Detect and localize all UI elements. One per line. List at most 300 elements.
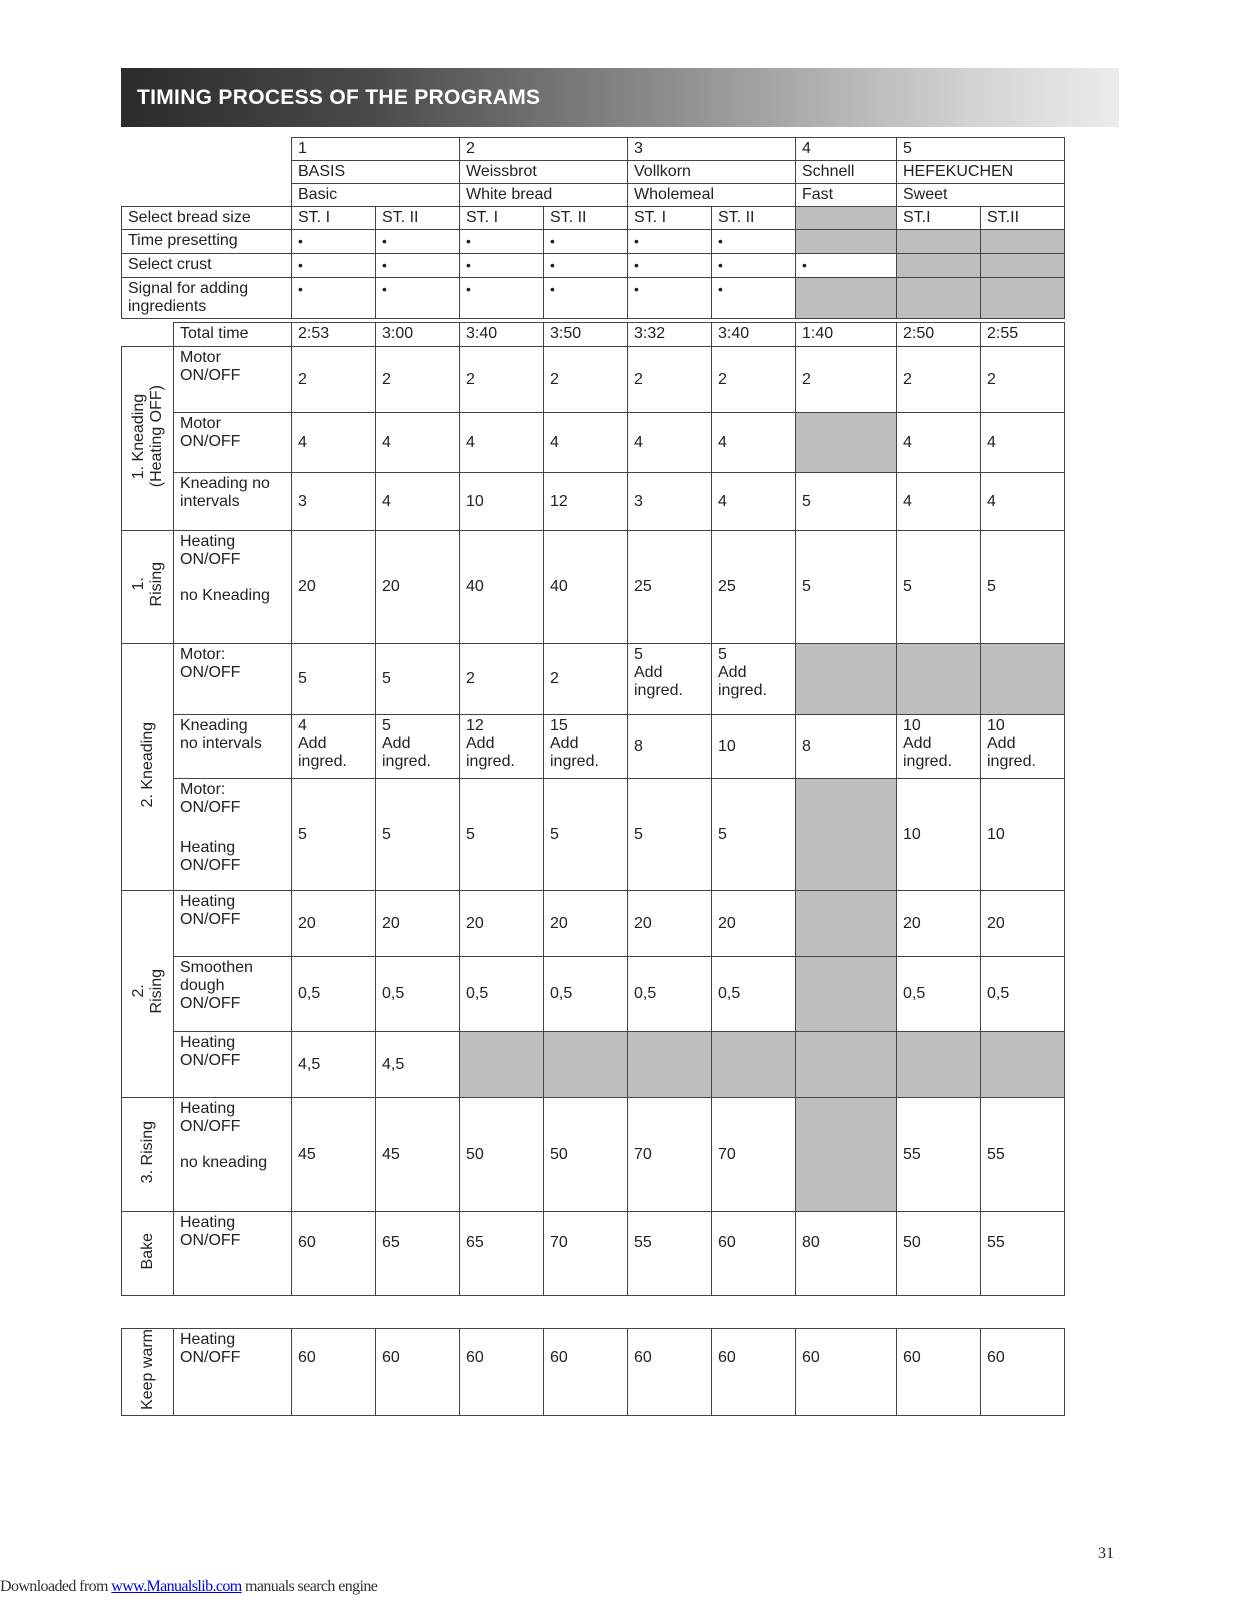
add-ingredient-note: Add [987,735,1016,752]
stage-rising-3 [122,1098,174,1212]
not-applicable-cell [897,230,981,254]
not-applicable-cell [712,1032,796,1098]
value-cell: 4 [897,413,981,473]
program-settings-table [121,137,1065,319]
blank-cell [122,161,292,184]
bullet-cell [376,230,460,254]
not-applicable-cell [897,1032,981,1098]
add-ingredient-note: ingred. [718,682,767,699]
bullet-icon: • [382,257,387,273]
stage-line2: (Heating OFF) [147,384,165,488]
not-applicable-cell [796,891,897,957]
value-cell: 4,5 [376,1032,460,1098]
not-applicable-cell [796,413,897,473]
value-cell: 2 [460,347,544,413]
bullet-cell [628,254,712,278]
label-line: Heating [180,1100,236,1117]
size-cell: ST. II [712,207,796,230]
value-cell: 20 [292,891,376,957]
bullet-icon: • [466,233,471,249]
row-label [174,473,292,531]
kneading1-motor-row-1 [122,347,1065,413]
value-cell: 4 [292,413,376,473]
value: 5 [718,646,727,663]
program-1-name: BASIS [292,161,460,184]
value-cell: 3:32 [628,323,712,347]
not-applicable-cell [628,1032,712,1098]
bullet-icon: • [718,257,723,273]
not-applicable-cell [981,644,1065,715]
value-cell: 60 [292,1212,376,1296]
not-applicable-cell [460,1032,544,1098]
add-ingredient-note: ingred. [382,753,431,770]
label-line: ON/OFF [180,995,241,1012]
label-line: ON/OFF [180,551,241,568]
blank-cell [122,184,292,207]
value-cell [712,644,796,715]
program-5-english: Sweet [897,184,1065,207]
page-number: 31 [1098,1545,1114,1562]
value-cell: 5 [292,779,376,891]
add-ingredient-note: ingred. [987,753,1036,770]
program-number-row [122,138,1065,161]
add-ingredient-note: ingred. [466,753,515,770]
stage-kneading-2 [122,644,174,891]
value-cell: 60 [712,1212,796,1296]
bullet-icon: • [550,281,555,297]
row-label [174,1212,292,1296]
add-ingredient-note: ingred. [298,753,347,770]
not-applicable-cell [981,1032,1065,1098]
bullet-cell [544,254,628,278]
label-line: Heating [180,893,236,910]
size-cell: ST. I [628,207,712,230]
label-line: ON/OFF [180,911,241,928]
value-cell: 60 [981,1329,1065,1416]
row-label: Total time [174,323,292,347]
add-ingredient-note: ingred. [903,753,952,770]
not-applicable-cell [981,230,1065,254]
value-cell: 55 [981,1098,1065,1212]
add-ingredient-note: Add [298,735,327,752]
manualslib-link[interactable]: www.Manualslib.com [111,1578,242,1595]
stage-label [130,562,166,606]
value-cell: 4 [460,413,544,473]
stage-line1: 2. [129,984,147,999]
value-cell: 2 [981,347,1065,413]
row-label [174,1329,292,1416]
bullet-cell [460,278,544,319]
value-cell: 4 [628,413,712,473]
bullet-cell [292,278,376,319]
label-line: ON/OFF [180,367,241,384]
value-cell: 4 [897,473,981,531]
value-cell: 60 [628,1329,712,1416]
process-timing-table [121,322,1065,1296]
value-cell: 50 [460,1098,544,1212]
program-3-english: Wholemeal [628,184,796,207]
program-2-english: White bread [460,184,628,207]
program-english-row [122,184,1065,207]
kneading1-no-intervals-row [122,473,1065,531]
value: 5 [634,646,643,663]
bullet-cell [460,254,544,278]
footer-prefix: Downloaded from [0,1578,112,1595]
bullet-icon: • [802,257,807,273]
value-cell: 20 [628,891,712,957]
label-line: no kneading [180,1154,268,1171]
value-cell: 20 [897,891,981,957]
section-banner [121,68,1119,127]
value-cell: 5 [981,531,1065,644]
value-cell: 4,5 [292,1032,376,1098]
stage-line2: Rising [147,562,165,607]
value-cell: 3:50 [544,323,628,347]
value-cell: 3:00 [376,323,460,347]
not-applicable-cell [796,1032,897,1098]
stage-line2: Rising [147,969,165,1014]
signal-label-line1: Signal for adding [128,280,249,297]
bullet-cell [628,230,712,254]
bullet-cell [292,254,376,278]
value-cell: 60 [712,1329,796,1416]
size-cell: ST. II [376,207,460,230]
label-line: no Kneading [180,587,270,604]
value-cell: 25 [628,531,712,644]
label-line: Motor: [180,781,226,798]
value: 5 [382,717,391,734]
row-label [174,957,292,1032]
not-applicable-cell [796,230,897,254]
keep-warm-table [121,1328,1065,1416]
value-cell: 4 [376,473,460,531]
value-cell: 70 [628,1098,712,1212]
value-cell: 2 [712,347,796,413]
value-cell: 20 [981,891,1065,957]
bullet-icon: • [718,281,723,297]
value-cell: 4 [544,413,628,473]
size-cell: ST.I [897,207,981,230]
value-cell [628,644,712,715]
add-ingredient-note: Add [382,735,411,752]
label-line: Kneading [180,717,248,734]
bullet-icon: • [634,281,639,297]
value-cell: 12 [544,473,628,531]
row-label [174,891,292,957]
blank-cell [122,138,292,161]
bullet-cell [376,278,460,319]
value-cell [897,715,981,779]
value-cell: 3 [292,473,376,531]
stage-rising-2 [122,891,174,1098]
value-cell [981,715,1065,779]
not-applicable-cell [981,254,1065,278]
value-cell: 0,5 [376,957,460,1032]
not-applicable-cell [544,1032,628,1098]
value-cell: 0,5 [712,957,796,1032]
value-cell: 8 [796,715,897,779]
program-4-name: Schnell [796,161,897,184]
program-4-number: 4 [796,138,897,161]
value-cell: 60 [796,1329,897,1416]
program-3-number: 3 [628,138,796,161]
label-line: ON/OFF [180,1232,241,1249]
row-label: Select crust [122,254,292,278]
kneading2-motor-row-1 [122,644,1065,715]
value-cell: 5 [796,473,897,531]
footer-suffix: manuals search engine [241,1578,378,1595]
bullet-icon: • [466,257,471,273]
kneading2-motor-heating-row [122,779,1065,891]
value-cell: 2 [460,644,544,715]
value-cell: 50 [544,1098,628,1212]
value-cell: 2 [897,347,981,413]
value-cell: 45 [376,1098,460,1212]
value-cell [376,715,460,779]
value-cell: 3:40 [712,323,796,347]
value-cell: 65 [460,1212,544,1296]
bullet-icon: • [550,257,555,273]
value-cell: 10 [981,779,1065,891]
value-cell: 1:40 [796,323,897,347]
bullet-icon: • [718,233,723,249]
bullet-icon: • [382,281,387,297]
stage-label: Keep warm [138,1329,156,1410]
rising1-heating-row [122,531,1065,644]
bullet-cell [460,230,544,254]
value-cell: 20 [376,531,460,644]
row-label: Time presetting [122,230,292,254]
value-cell: 0,5 [897,957,981,1032]
label-line: Heating [180,839,236,856]
label-line: intervals [180,493,240,510]
value-cell: 20 [292,531,376,644]
add-ingredient-note: Add [634,664,663,681]
size-cell: ST. I [292,207,376,230]
program-2-number: 2 [460,138,628,161]
value-cell: 25 [712,531,796,644]
value: 10 [903,717,921,734]
bullet-cell [292,230,376,254]
value-cell: 5 [897,531,981,644]
bullet-icon: • [298,257,303,273]
bullet-cell [712,230,796,254]
value-cell: 0,5 [544,957,628,1032]
not-applicable-cell [796,779,897,891]
label-line: ON/OFF [180,799,241,816]
not-applicable-cell [796,957,897,1032]
value-cell: 10 [897,779,981,891]
kneading2-no-intervals-row [122,715,1065,779]
not-applicable-cell [796,207,897,230]
value-cell: 40 [544,531,628,644]
value-cell: 4 [376,413,460,473]
value-cell: 70 [544,1212,628,1296]
stage-line1: 1. [129,577,147,592]
value-cell: 60 [292,1329,376,1416]
value-cell: 3 [628,473,712,531]
bullet-cell [712,254,796,278]
total-time-row [122,323,1065,347]
value-cell: 4 [712,473,796,531]
program-1-number: 1 [292,138,460,161]
bullet-icon: • [298,281,303,297]
program-3-name: Vollkorn [628,161,796,184]
bullet-cell [376,254,460,278]
page-title: TIMING PROCESS OF THE PROGRAMS [137,86,541,109]
label-line: ON/OFF [180,1052,241,1069]
label-line: Motor [180,349,221,366]
stage-label [130,969,166,1013]
value-cell: 5 [796,531,897,644]
size-cell: ST. I [460,207,544,230]
add-ingredient-note: Add [718,664,747,681]
value-cell: 0,5 [460,957,544,1032]
label-line: ON/OFF [180,664,241,681]
value-cell: 5 [712,779,796,891]
add-ingredient-note: Add [903,735,932,752]
row-label: Select bread size [122,207,292,230]
add-ingredient-note: ingred. [550,753,599,770]
stage-rising-1 [122,531,174,644]
value-cell: 2 [544,347,628,413]
label-line: ON/OFF [180,857,241,874]
value-cell [292,715,376,779]
size-cell: ST.II [981,207,1065,230]
bullet-icon: • [634,233,639,249]
label-line: no intervals [180,735,262,752]
bullet-cell [544,278,628,319]
row-label [174,413,292,473]
label-line: Motor [180,415,221,432]
not-applicable-cell [981,278,1065,319]
value-cell: 0,5 [628,957,712,1032]
stage-line1: 1. Kneading [129,393,147,479]
value-cell: 2 [544,644,628,715]
kneading1-motor-row-2 [122,413,1065,473]
add-ingredient-note: ingred. [634,682,683,699]
label-line: Heating [180,1034,236,1051]
not-applicable-cell [796,1098,897,1212]
value-cell: 2:55 [981,323,1065,347]
row-label [174,779,292,891]
row-label [174,1098,292,1212]
label-line: dough [180,977,225,994]
label-line: Heating [180,1214,236,1231]
value-cell: 20 [712,891,796,957]
bullet-icon: • [466,281,471,297]
bake-heating-row [122,1212,1065,1296]
label-line: Motor: [180,646,226,663]
add-ingredient-note: Add [466,735,495,752]
label-line: ON/OFF [180,1349,241,1366]
label-line: ON/OFF [180,1118,241,1135]
value-cell: 60 [460,1329,544,1416]
value-cell: 0,5 [981,957,1065,1032]
row-label [174,347,292,413]
row-label [122,278,292,319]
rising2-heating-row-2 [122,1032,1065,1098]
value-cell: 0,5 [292,957,376,1032]
value: 10 [987,717,1005,734]
value: 15 [550,717,568,734]
rising2-heating-row-1 [122,891,1065,957]
value-cell: 20 [544,891,628,957]
bullet-cell [712,278,796,319]
keep-warm-row [122,1329,1065,1416]
not-applicable-cell [897,254,981,278]
row-label [174,715,292,779]
value-cell: 2 [292,347,376,413]
value-cell: 4 [712,413,796,473]
row-label [174,1032,292,1098]
program-name-row [122,161,1065,184]
bullet-cell [628,278,712,319]
not-applicable-cell [796,644,897,715]
row-label [174,644,292,715]
label-line: Kneading no [180,475,270,492]
bullet-cell [544,230,628,254]
label-line: Heating [180,1331,236,1348]
value-cell: 5 [292,644,376,715]
value-cell: 70 [712,1098,796,1212]
add-ingredient-note: Add [550,735,579,752]
value-cell: 45 [292,1098,376,1212]
value-cell [460,715,544,779]
signal-row [122,278,1065,319]
bullet-icon: • [634,257,639,273]
row-label [174,531,292,644]
value-cell: 3:40 [460,323,544,347]
value-cell: 2 [376,347,460,413]
bullet-icon: • [382,233,387,249]
value-cell: 20 [460,891,544,957]
signal-label-line2: ingredients [128,298,207,315]
value-cell: 60 [897,1329,981,1416]
value-cell: 55 [897,1098,981,1212]
program-2-name: Weissbrot [460,161,628,184]
value-cell: 60 [544,1329,628,1416]
stage-label: Bake [138,1232,156,1270]
value-cell: 55 [981,1212,1065,1296]
stage-label: 2. Kneading [138,721,156,808]
value-cell: 80 [796,1212,897,1296]
value-cell: 10 [712,715,796,779]
not-applicable-cell [897,644,981,715]
download-footer [0,1578,377,1596]
rising3-heating-row [122,1098,1065,1212]
value-cell: 50 [897,1212,981,1296]
stage-label: 3. Rising [138,1120,156,1184]
value-cell: 40 [460,531,544,644]
stage-kneading-1 [122,347,174,531]
label-line: Smoothen [180,959,253,976]
value: 4 [298,717,307,734]
value-cell: 5 [376,779,460,891]
value-cell: 10 [460,473,544,531]
select-crust-row [122,254,1065,278]
value-cell: 2:50 [897,323,981,347]
value-cell: 2 [628,347,712,413]
value-cell: 5 [460,779,544,891]
program-1-english: Basic [292,184,460,207]
time-presetting-row [122,230,1065,254]
value-cell: 20 [376,891,460,957]
blank-cell [122,323,174,347]
value-cell: 8 [628,715,712,779]
bullet-cell [796,254,897,278]
value-cell: 2:53 [292,323,376,347]
